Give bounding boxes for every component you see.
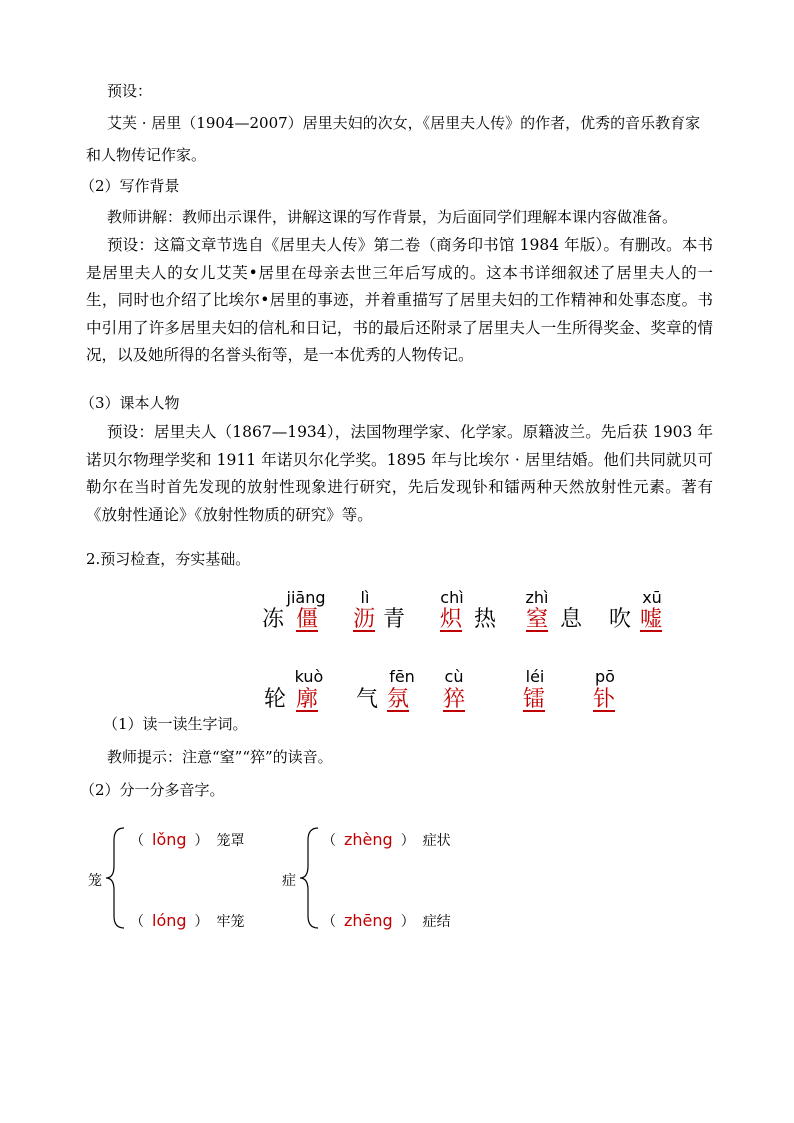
section-writing-background: （2）写作背景 [80,177,180,195]
pinyin-label: chì [440,588,464,607]
polyphone-item: （ zhèng ） 症状 [322,830,451,849]
subsection-polyphones: （2）分一分多音字。 [80,781,225,799]
vocab-target-char: 炽 [440,607,463,632]
pinyin-answer: lóng [152,911,187,930]
line-teacher-hint: 教师提示：注意“窒”“猝”的读音。 [107,748,333,766]
polyphone-word: 笼罩 [216,833,245,849]
pinyin-label: xū [642,588,662,607]
vocab-target-char: 廓 [296,687,319,712]
vocab-target-char: 沥 [353,607,376,632]
subsection-read-words: （1）读一读生字词。 [103,715,248,733]
vocab-target-char: 钋 [593,687,616,712]
vocab-plain-char: 气 [356,687,379,712]
polyphone-char: 症 [282,873,296,889]
line-teacher-explain: 教师讲解：教师出示课件，讲解这课的写作背景，为后面同学们理解本课内容做准备。 [107,208,678,226]
vocab-plain-char: 轮 [264,687,287,712]
vocab-target-char: 嘘 [640,607,663,632]
pinyin-label: fēn [389,667,415,686]
pinyin-label: zhì [525,588,549,607]
pinyin-label: léi [525,667,545,686]
polyphone-word: 症状 [422,833,451,849]
pinyin-answer: zhèng [344,830,393,849]
line-preset-1: 预设： [107,82,153,100]
polyphone-char: 笼 [88,873,102,889]
pinyin-label: pō [595,667,615,686]
vocab-plain-char: 热 [474,607,497,632]
vocab-target-char: 窒 [526,607,549,632]
pinyin-label: kuò [294,667,324,686]
vocab-target-char: 僵 [296,607,319,632]
paragraph-background: 预设：这篇文章节选自《居里夫人传》第二卷（商务印书馆 1984 年版）。有删改。本书是居里夫人的女儿艾芙•居里在母亲去世三年后写成的。这本书详细叙述了居里夫人的一生，同时也介绍了比埃尔•居里的事迹，并着重描写了居里夫妇的工作精神和处事态度。书中引用了许多居里夫妇的信札和日记，书的最后还附录了居里夫人一生所得奖金、奖章的情况，以及她所得的名誉头衔等，是一本优秀的人物传记。 [86,236,713,364]
polyphone-item: （ lǒng ） 笼罩 [130,830,245,849]
polyphone-item: （ zhēng ） 症结 [322,911,451,930]
pinyin-label: lì [360,588,370,607]
pinyin-answer: zhēng [344,911,393,930]
vocab-plain-char: 吹 [609,607,632,632]
pinyin-label: cù [444,667,464,686]
vocab-target-char: 猝 [443,687,466,712]
polyphone-word: 症结 [422,914,451,930]
pinyin-label: jiāng [286,588,326,607]
brace-icon [298,826,320,930]
vocab-plain-char: 息 [560,607,583,632]
section-characters: （3）课本人物 [80,394,180,412]
section-preview-check: 2.预习检查，夯实基础。 [86,550,251,568]
paragraph-marie-curie: 预设：居里夫人（1867—1934），法国物理学家、化学家。原籍波兰。先后获 1903 年诺贝尔物理学奖和 1911 年诺贝尔化学奖。1895 年与比埃尔 · 居里结婚。他们共同就贝可勒尔在当时首先发现的放射性现象进行研究，先后发现钋和镭两种天然放射性元素。著有《放射性通论》《放射性物质的研究》等。 [86,423,713,524]
vocab-target-char: 氛 [387,687,410,712]
vocab-target-char: 镭 [523,687,546,712]
polyphone-word: 牢笼 [216,914,245,930]
brace-icon [104,826,126,930]
vocab-plain-char: 青 [383,607,406,632]
vocab-plain-char: 冻 [262,607,285,632]
pinyin-answer: lǒng [152,830,187,849]
line-eve-curie-cont: 和人物传记作家。 [86,146,207,164]
polyphone-item: （ lóng ） 牢笼 [130,911,245,930]
line-eve-curie: 艾芙 · 居里（1904—2007）居里夫妇的次女，《居里夫人传》的作者，优秀的音乐教育家 [107,114,701,132]
